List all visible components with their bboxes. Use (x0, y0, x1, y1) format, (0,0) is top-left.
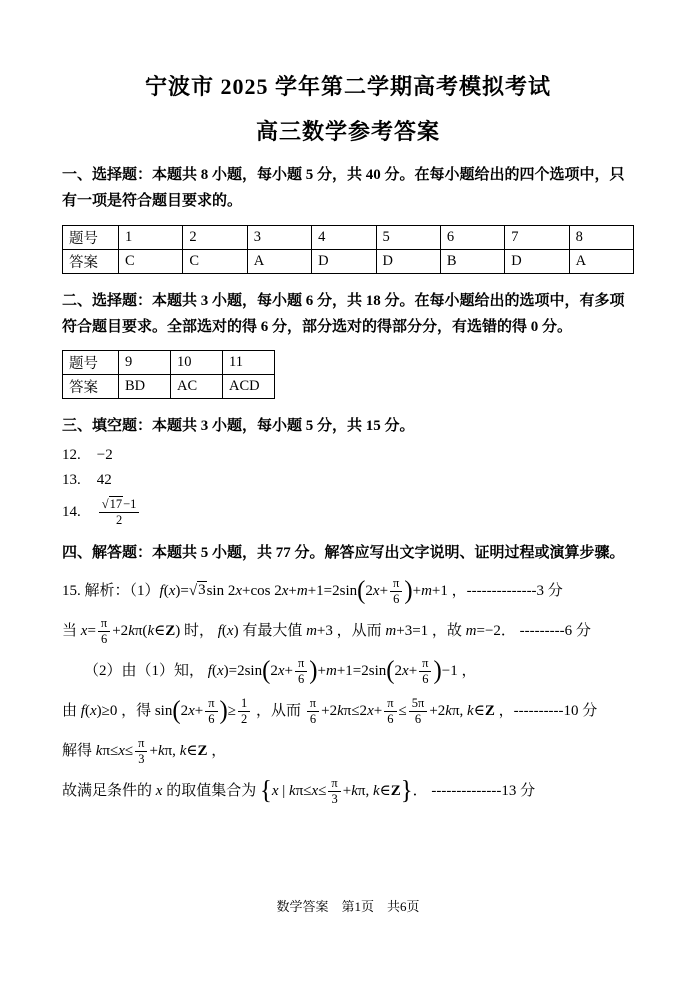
fraction-numerator: 5π (409, 696, 428, 712)
math-variable: k (95, 742, 103, 759)
answer-cell: D (505, 249, 569, 273)
math-variable: f (159, 582, 164, 599)
big-delimiter: ( (262, 655, 271, 685)
big-delimiter: ( (172, 695, 181, 725)
radical-sign: √ (188, 582, 198, 599)
math-variable: x (80, 622, 88, 639)
fraction-denominator: 6 (298, 671, 305, 686)
math-variable: f (80, 702, 85, 719)
fraction-denominator: 2 (241, 711, 248, 726)
answer-table-2 (62, 350, 275, 399)
answer-cell: D (376, 249, 440, 273)
math-variable: k (179, 742, 187, 759)
fraction (390, 576, 402, 607)
fraction (238, 696, 250, 727)
answer-cell: A (247, 249, 311, 273)
math-variable: f (217, 622, 222, 639)
fraction-numerator: π (205, 696, 217, 712)
fraction-numerator: 1 (238, 696, 250, 712)
math-variable: x (281, 582, 289, 599)
answer-cell: AC (171, 375, 223, 399)
fraction-denominator: 6 (387, 711, 394, 726)
math-variable: x (188, 702, 195, 719)
answer-cell: C (183, 249, 247, 273)
math-variable: x (271, 782, 279, 799)
answer-cell: ACD (223, 375, 275, 399)
math-variable: x (89, 702, 97, 719)
question-number-label: 13. (62, 472, 81, 489)
fraction-numerator: π (135, 736, 147, 752)
math-variable: k (157, 742, 165, 759)
math-bold-symbol: Z (165, 622, 176, 639)
fraction-numerator: π (295, 656, 307, 672)
math-bold-symbol: Z (390, 782, 401, 799)
math-variable: f (207, 662, 212, 679)
question-number-cell: 8 (569, 225, 633, 249)
math-variable: x (168, 582, 176, 599)
answer-cell: D (312, 249, 376, 273)
math-variable: x (402, 662, 409, 679)
fraction-denominator: 6 (208, 711, 215, 726)
question-number-label: 14. (62, 504, 81, 521)
fill-in-answer-row (62, 472, 634, 489)
math-variable: x (311, 782, 319, 799)
fill-in-answers (62, 447, 634, 528)
fraction-denominator: 3 (331, 791, 338, 806)
fraction (99, 497, 140, 528)
math-variable: x (226, 622, 234, 639)
answer-cell: BD (119, 375, 171, 399)
math-variable: k (445, 702, 452, 719)
fraction (384, 696, 396, 727)
math-variable: m (326, 662, 337, 679)
math-variable: m (296, 582, 308, 599)
section1-heading: 一、选择题：本题共 8 小题，每小题 5 分，共 40 分。在每小题给出的四个选项中，只有一项是符合题目要求的。 (62, 167, 625, 210)
solution-line: 故满足条件的 x 的取值集合为 {x | kπ≤x≤ $\frac{\pi}{3}$ +kπ, k∈Z}． --------------13 分 (62, 775, 536, 806)
math-bold-symbol: Z (197, 742, 208, 759)
fraction-numerator: π (419, 656, 431, 672)
math-variable: x (367, 702, 374, 719)
fraction (295, 656, 307, 687)
page-footer: 数学答案 第1页 共6页 (276, 899, 420, 914)
fraction-denominator: 6 (414, 711, 422, 726)
math-variable: m (385, 622, 397, 639)
fraction (135, 736, 147, 767)
fraction-denominator: 2 (115, 513, 123, 528)
table-row (63, 249, 634, 273)
page-subtitle: 高三数学参考答案 (255, 119, 440, 144)
solution-lines (62, 576, 634, 807)
square-root (189, 581, 207, 598)
answer-table-1 (62, 225, 634, 274)
fraction (409, 696, 428, 727)
table-row (63, 375, 275, 399)
question-number-cell: 11 (223, 351, 275, 375)
question-number-cell: 5 (376, 225, 440, 249)
fraction-numerator: π (384, 696, 396, 712)
math-variable: m (421, 582, 432, 599)
fill-in-answer-row (62, 447, 634, 464)
big-delimiter: ) (404, 575, 413, 605)
math-variable: x (216, 662, 224, 679)
section3-heading: 三、填空题：本题共 3 小题，每小题 5 分，共 15 分。 (62, 418, 415, 434)
math-variable: k (289, 782, 296, 799)
big-delimiter: ) (219, 695, 228, 725)
row-label-cell: 答案 (63, 375, 119, 399)
row-label-cell: 题号 (63, 351, 119, 375)
math-variable: x (277, 662, 285, 679)
fraction-numerator: π (328, 776, 340, 792)
row-label-cell: 题号 (63, 225, 119, 249)
fraction-numerator: π (98, 616, 110, 632)
solution-line: 解得 kπ≤x≤ $\frac{\pi}{3}$ +kπ, k∈Z ， (62, 735, 227, 766)
question-number-label: 12. (62, 447, 81, 464)
big-delimiter: ( (357, 575, 366, 605)
solution-line: 15. 解析：（1）f(x)=√3sin 2x+cos 2x+m+1=2sin(2x+ $\frac{\pi}{6}$ )+m+1 ，--------------3 分 (62, 575, 563, 606)
fraction (419, 656, 431, 687)
fraction-numerator: π (390, 576, 402, 592)
math-variable: x (372, 582, 380, 599)
math-variable: k (337, 702, 344, 719)
math-variable: x (235, 582, 242, 599)
fraction (98, 616, 110, 647)
fraction-denominator: 3 (138, 751, 145, 766)
question-number-cell: 9 (119, 351, 171, 375)
big-delimiter: ) (433, 655, 442, 685)
solution-line: 由 f(x)≥0 ，得 sin(2x+ $\frac{\pi}{6}$ )≥ $\frac{1}{2}$ ，从而 $\frac{\pi}{6}$ +2kπ≤2x+ $\frac{\pi}{6}$ ≤ $\frac{5\pi}{6}$ +2kπ, k∈Z ，----------10 分 (62, 695, 598, 726)
fraction-denominator: 6 (393, 591, 400, 606)
section2-heading: 二、选择题：本题共 3 小题，每小题 6 分，共 18 分。在每小题给出的选项中，有多项符合题目要求。全部选对的得 6 分，部分选对的得部分分，有选错的得 0 分。 (62, 292, 625, 335)
answer-value: −2 (96, 447, 113, 464)
table-row (63, 351, 275, 375)
row-label-cell: 答案 (63, 249, 119, 273)
fraction (307, 696, 319, 727)
question-number-cell: 7 (505, 225, 569, 249)
math-variable: x (155, 782, 163, 799)
big-delimiter: ( (386, 655, 395, 685)
question-number-cell: 10 (171, 351, 223, 375)
radicand: 17 (109, 497, 123, 512)
question-number-cell: 4 (312, 225, 376, 249)
math-variable: k (372, 782, 380, 799)
square-root (102, 496, 123, 511)
answer-value: 42 (96, 472, 112, 489)
question-number-cell: 6 (440, 225, 504, 249)
big-delimiter: { (259, 775, 272, 805)
table-row (63, 225, 634, 249)
question-number-cell: 2 (183, 225, 247, 249)
big-delimiter: } (400, 775, 413, 805)
math-variable: k (467, 702, 474, 719)
math-variable: k (147, 622, 155, 639)
fraction (205, 696, 217, 727)
fraction-numerator: π (307, 696, 319, 712)
fraction-numerator: √17−1 (99, 497, 140, 513)
radicand: 3 (198, 582, 206, 599)
fraction-denominator: 6 (100, 631, 108, 646)
fill-in-answer-row (62, 497, 634, 528)
radical-sign: √ (101, 497, 109, 512)
math-variable: m (465, 622, 477, 639)
solution-line: （2）由（1）知， f(x)=2sin(2x+ $\frac{\pi}{6}$ )+m+1=2sin(2x+ $\frac{\pi}{6}$ )−1 ， (84, 655, 477, 686)
answer-cell: C (119, 249, 183, 273)
question-number-cell: 3 (247, 225, 311, 249)
math-bold-symbol: Z (484, 702, 495, 719)
fraction (328, 776, 340, 807)
answer-cell: A (569, 249, 633, 273)
fraction-denominator: 6 (422, 671, 429, 686)
math-variable: m (306, 622, 317, 639)
solution-line: 当 x= $\frac{\pi}{6}$ +2kπ(k∈Z) 时， f(x) 有最大值 m+3 ，从而 m+3=1 ，故 m=−2． ---------6 分 (62, 615, 591, 646)
answer-cell: B (440, 249, 504, 273)
math-variable: x (118, 742, 125, 759)
page-title: 宁波市 2025 学年第二学期高考模拟考试 (144, 74, 551, 99)
answer-value (97, 497, 142, 528)
fraction-denominator: 6 (309, 711, 317, 726)
big-delimiter: ) (309, 655, 318, 685)
section4-heading: 四、解答题：本题共 5 小题，共 77 分。解答应写出文字说明、证明过程或演算步骤。 (62, 545, 625, 562)
math-variable: k (128, 622, 135, 639)
math-variable: k (351, 782, 358, 799)
question-number-cell: 1 (119, 225, 183, 249)
